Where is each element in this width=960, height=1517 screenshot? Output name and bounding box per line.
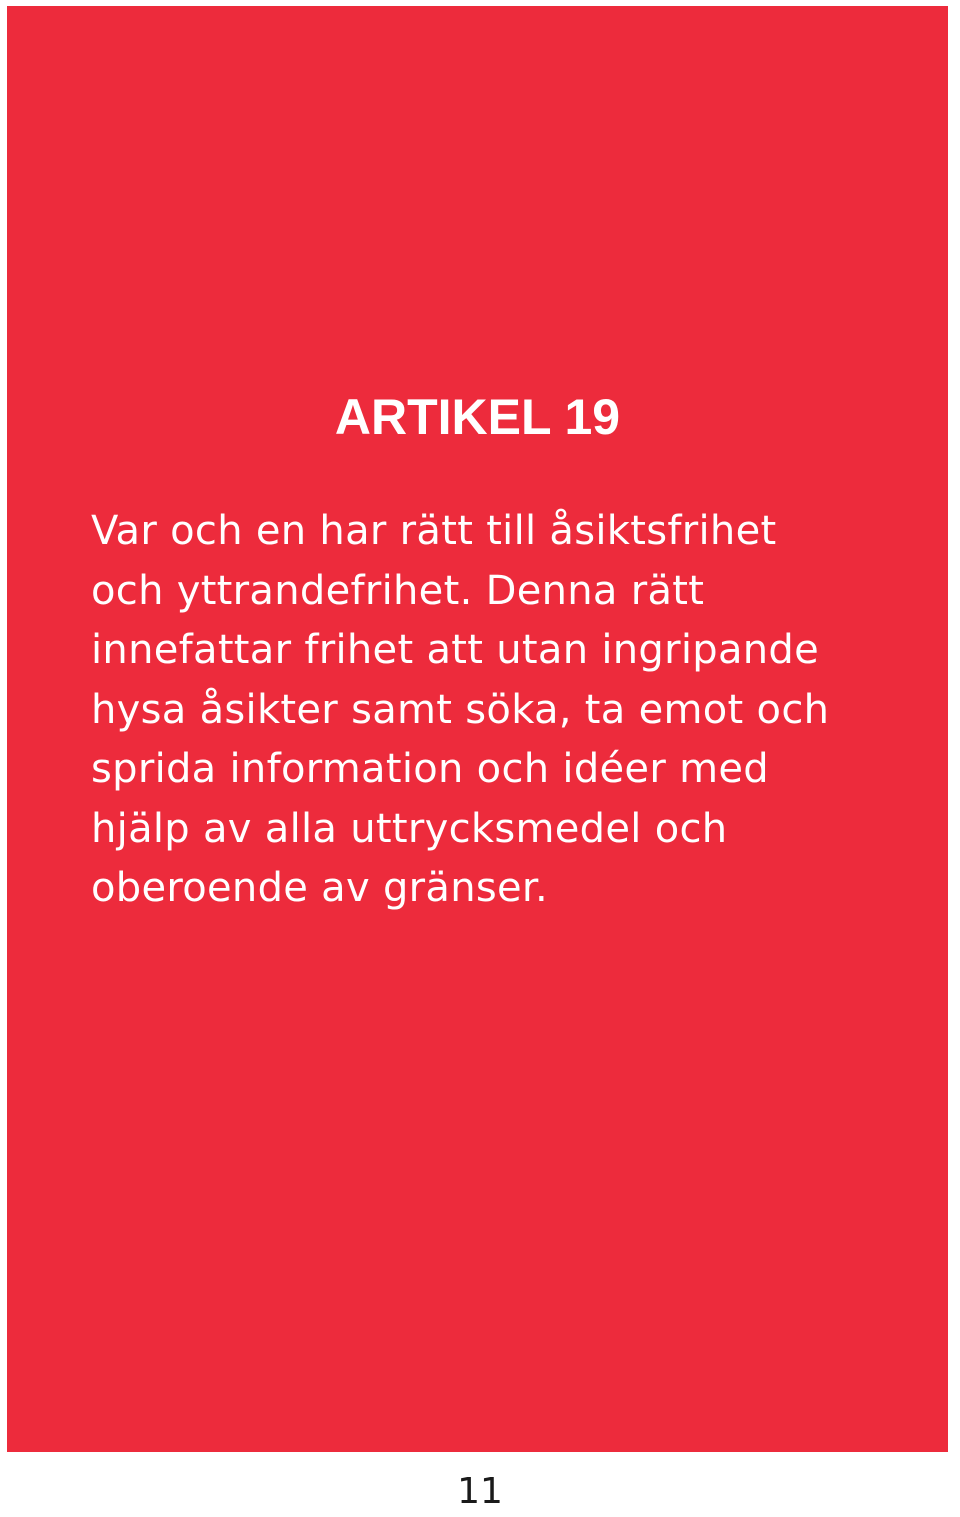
article-body-line: och yttrandefrihet. Denna rätt <box>91 567 705 614</box>
article-body-line: Var och en har rätt till åsiktsfrihet <box>91 508 777 554</box>
article-body-line: oberoende av gränser. <box>91 865 549 911</box>
red-content-panel <box>7 6 948 1452</box>
page-number: 11 <box>457 1471 503 1512</box>
article-body-line: hysa åsikter samt söka, ta emot och <box>91 686 830 733</box>
article-body-line: hjälp av alla uttrycksmedel och <box>91 805 728 852</box>
article-body-line: sprida information och idéer med <box>91 746 769 792</box>
article-heading: ARTIKEL 19 <box>334 389 621 445</box>
article-body-line: innefattar frihet att utan ingripande <box>91 627 820 673</box>
article-body <box>91 502 891 919</box>
